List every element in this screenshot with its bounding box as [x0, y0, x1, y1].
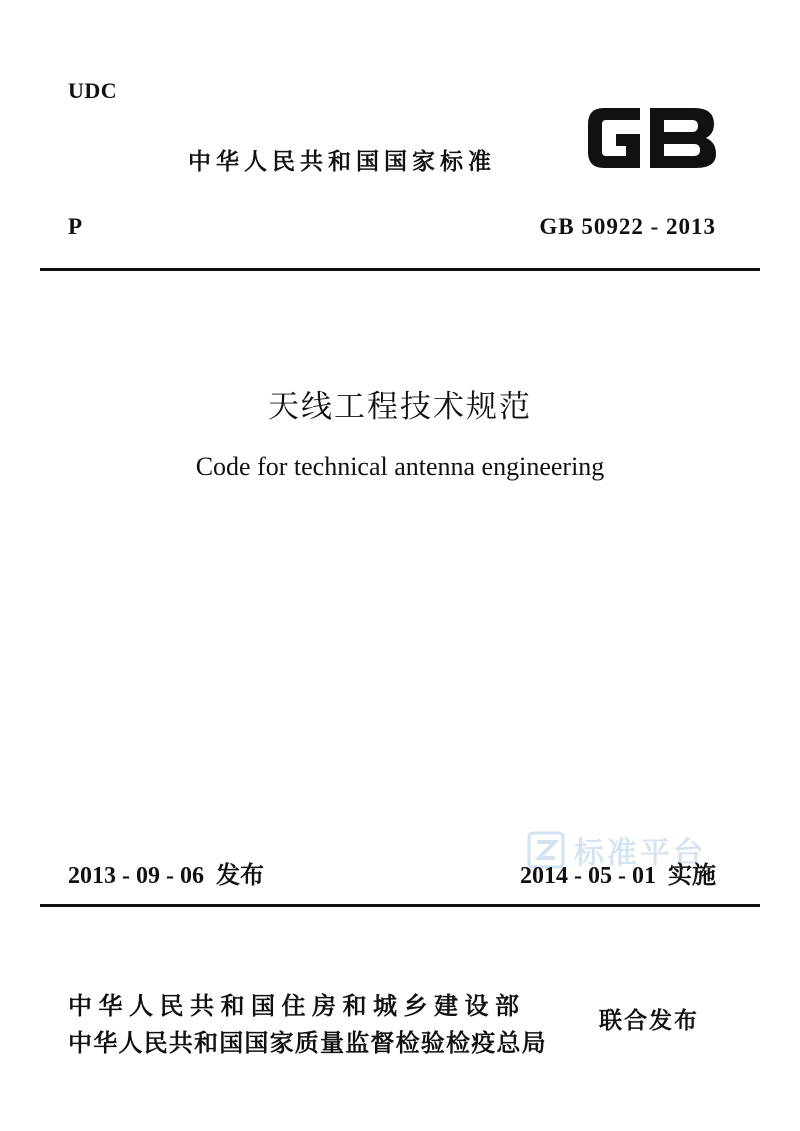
udc-label: UDC	[68, 78, 118, 103]
standard-number: GB 50922 - 2013	[539, 214, 716, 239]
implement-label: 实施	[668, 861, 716, 889]
issue-date: 2013 - 09 - 06	[68, 863, 204, 889]
title-english: Code for technical antenna engineering	[195, 452, 605, 481]
issuer-aqsiq: 中华人民共和国国家质量监督检验检疫总局	[68, 1029, 547, 1057]
classification-code: P	[68, 214, 83, 239]
issue-date-line	[68, 855, 264, 890]
standard-type: 中华人民共和国国家标准	[188, 149, 496, 175]
gb-logo	[582, 98, 722, 178]
title-chinese: 天线工程技术规范	[268, 389, 532, 425]
implement-date: 2014 - 05 - 01	[520, 863, 656, 889]
top-divider	[40, 268, 760, 271]
bottom-divider	[40, 904, 760, 907]
implement-date-line	[520, 855, 716, 890]
issuer-ministry-housing: 中华人民共和国住房和城乡建设部	[68, 992, 526, 1020]
watermark-text: 标准平台	[574, 836, 706, 871]
joint-issue-label: 联合发布	[599, 1008, 699, 1034]
issue-label: 发布	[215, 861, 264, 889]
